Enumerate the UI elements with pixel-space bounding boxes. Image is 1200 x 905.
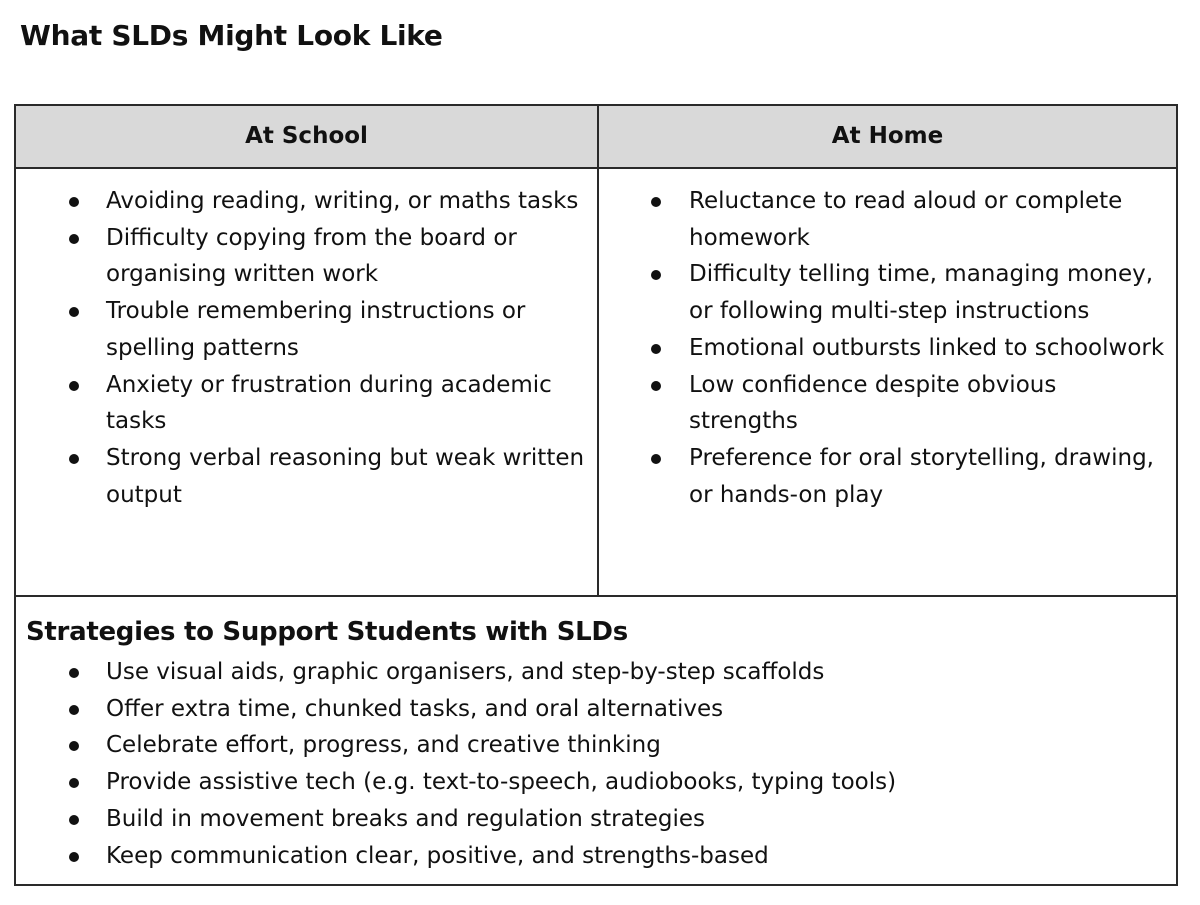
bullet-icon [69,381,79,391]
list-item [16,367,597,440]
bullet-icon [651,381,661,391]
list-item-text: Offer extra time, chunked tasks, and oral alternatives [106,695,724,722]
list-item-text: Use visual aids, graphic organisers, and step-by-step scaffolds [106,659,825,685]
list-item-text: Trouble remembering instructions or spelling patterns [106,298,526,361]
list-item [599,330,1176,367]
list-item-text: Anxiety or frustration during academic tasks [106,371,552,435]
list-item-text: Celebrate effort, progress, and creative thinking [106,732,661,759]
bullet-icon [651,344,661,354]
bullet-icon [651,197,661,207]
bullet-icon [651,270,661,280]
list-item-text: Preference for oral storytelling, drawing, or hands-on play [689,444,1154,508]
bullet-icon [69,705,79,715]
list-item [599,440,1176,513]
list-item [599,256,1176,329]
bullet-icon [69,197,79,207]
list-item [16,293,597,366]
list-item-text: Strong verbal reasoning but weak written output [106,444,585,508]
bullet-icon [69,778,79,788]
list-item [16,838,1176,875]
row-divider [16,595,1176,597]
page-title: What SLDs Might Look Like [20,19,443,52]
strategies-title: Strategies to Support Students with SLDs [26,617,628,647]
at-home-list [599,183,1176,513]
list-item [16,183,597,220]
bullet-icon [69,234,79,244]
list-item [16,440,597,513]
list-item-text: Emotional outbursts linked to schoolwork [689,334,1165,361]
list-item [16,220,597,293]
list-item-text: Avoiding reading, writing, or maths tasks [106,188,579,214]
list-item-text: Provide assistive tech (e.g. text-to-speech, audiobooks, typing tools) [106,769,897,796]
list-item-text: Difficulty copying from the board or organising written work [106,224,517,288]
header-at-school: At School [245,123,368,149]
list-item [599,183,1176,256]
list-item-text: Build in movement breaks and regulation strategies [106,805,705,832]
list-item-text: Reluctance to read aloud or complete homework [689,188,1123,251]
bullet-icon [69,852,79,862]
list-item [16,764,1176,801]
list-item-text: Low confidence despite obvious strengths [689,371,1057,435]
list-item-text: Keep communication clear, positive, and strengths-based [106,842,769,869]
bullet-icon [651,454,661,464]
slds-table [14,104,1178,886]
bullet-icon [69,815,79,825]
header-at-home: At Home [831,123,944,149]
list-item [599,367,1176,440]
at-school-list [16,183,597,513]
bullet-icon [69,668,79,678]
bullet-icon [69,454,79,464]
list-item [16,691,1176,728]
table-header-row [16,106,1176,169]
list-item [16,654,1176,691]
strategies-list [16,654,1176,874]
list-item-text: Difficulty telling time, managing money, or following multi-step instructions [689,261,1154,325]
bullet-icon [69,741,79,751]
list-item [16,727,1176,764]
bullet-icon [69,307,79,317]
list-item [16,801,1176,838]
